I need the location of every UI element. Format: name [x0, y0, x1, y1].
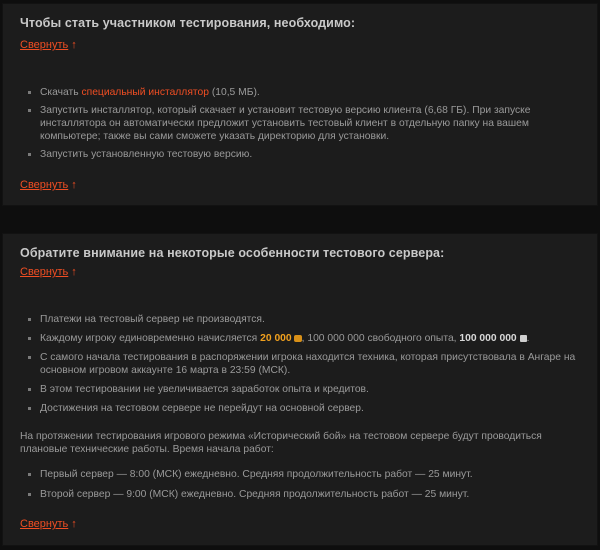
free-xp-amount: 100 000 000 — [459, 333, 517, 344]
list-item: Каждому игроку единовременно начисляется 20 000 , 100 000 000 свободного опыта, 100 000 000 . — [26, 332, 586, 345]
list-item: Достижения на тестовом сервере не перейдут на основной сервер. — [26, 402, 586, 415]
collapse-label: Свернуть — [20, 179, 69, 191]
steps-list — [26, 86, 586, 161]
list-item: Платежи на тестовый сервер не производятся. — [26, 313, 586, 326]
server-features-panel — [2, 233, 598, 546]
list-item: В этом тестировании не увеличивается заработок опыта и кредитов. — [26, 383, 586, 396]
gold-amount: 20 000 — [260, 333, 292, 344]
arrow-up-icon: ↑ — [71, 266, 77, 278]
arrow-up-icon: ↑ — [71, 179, 77, 191]
list-item: Запустить инсталлятор, который скачает и установит тестовую версию клиента (6,68 ГБ). При запуске инсталлятора он автоматически предложит установить тестовый клиент в отдельную папку на вашем компьютере; также вы сами сможете указать директорию для установки. — [26, 104, 586, 143]
list-item: Второй сервер — 9:00 (МСК) ежедневно. Средняя продолжительность работ — 25 минут. — [26, 488, 586, 501]
list-item: С самого начала тестирования в распоряжении игрока находится техника, которая присутствовала в Ангаре на основном игровом аккаунте 16 марта в 23:59 (МСК). — [26, 351, 586, 377]
installer-link[interactable]: специальный инсталлятор — [81, 87, 209, 98]
gold-coin-icon — [294, 335, 302, 342]
maintenance-paragraph: На протяжении тестирования игрового режима «Исторический бой» на тестовом сервере будут проводиться плановые технические работы. Время начала работ: — [20, 431, 542, 455]
collapse-link-top[interactable] — [20, 266, 77, 278]
arrow-up-icon: ↑ — [71, 518, 77, 530]
notes-list — [26, 313, 586, 415]
collapse-link-bottom[interactable] — [20, 179, 77, 191]
collapse-label: Свернуть — [20, 518, 69, 530]
section-title: Обратите внимание на некоторые особенности тестового сервера: — [20, 246, 445, 260]
list-item: Скачать специальный инсталлятор (10,5 МБ). — [26, 86, 586, 99]
list-item: Запустить установленную тестовую версию. — [26, 148, 586, 161]
collapse-link-bottom[interactable] — [20, 518, 77, 530]
server-schedule-list — [26, 468, 586, 501]
test-instructions-panel — [2, 3, 598, 206]
collapse-label: Свернуть — [20, 266, 69, 278]
collapse-link-top[interactable] — [20, 39, 77, 51]
arrow-up-icon: ↑ — [71, 39, 77, 51]
collapse-label: Свернуть — [20, 39, 69, 51]
list-item: Первый сервер — 8:00 (МСК) ежедневно. Средняя продолжительность работ — 25 минут. — [26, 468, 586, 481]
free-xp-icon — [520, 335, 527, 342]
section-title: Чтобы стать участником тестирования, необходимо: — [20, 16, 356, 30]
